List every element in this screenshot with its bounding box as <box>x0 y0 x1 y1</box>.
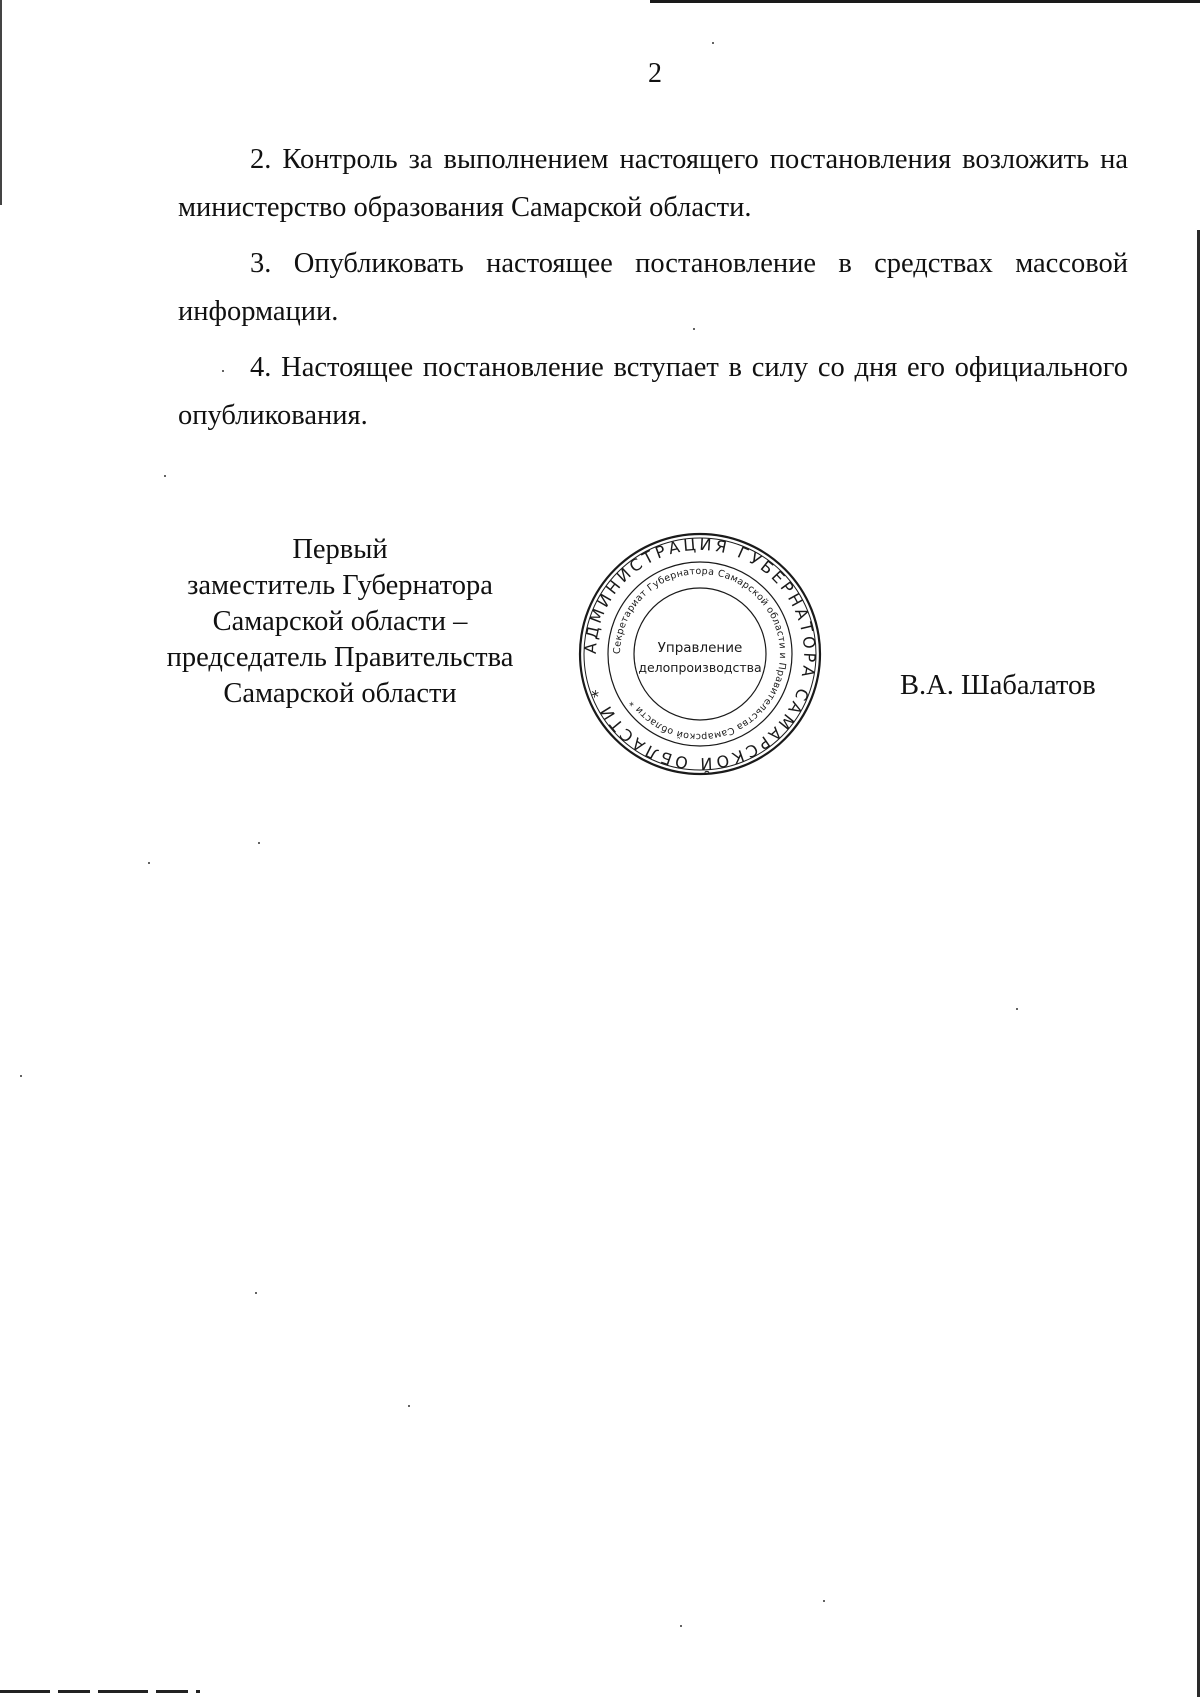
scan-speck <box>255 1292 257 1294</box>
scan-border-top <box>650 0 1200 3</box>
official-seal-stamp <box>578 532 822 776</box>
scan-border-left <box>0 0 2 205</box>
scan-speck <box>164 475 166 477</box>
paragraph-4: 4. Настоящее постановление вступает в силу со дня его официального опубликования. <box>178 352 1128 431</box>
scan-speck <box>693 328 695 330</box>
scan-speck <box>20 1075 22 1077</box>
page-number: 2 <box>648 58 662 89</box>
seal-center-line1: Управление <box>657 640 743 656</box>
document-body <box>178 136 1128 448</box>
scan-speck <box>222 370 224 372</box>
signer-title-line: Самарской области – <box>212 606 468 637</box>
scan-speck <box>680 1625 682 1627</box>
scan-speck <box>823 1600 825 1602</box>
scan-speck <box>1016 1008 1018 1010</box>
scan-speck <box>408 1405 410 1407</box>
seal-center-line2: делопроизводства <box>638 660 762 675</box>
signer-title-line: заместитель Губернатора <box>187 570 493 601</box>
signer-title-line: председатель Правительства <box>166 642 514 673</box>
paragraph-2: 2. Контроль за выполнением настоящего постановления возложить на министерство образования Самарской области. <box>178 144 1128 223</box>
signer-title-line: Первый <box>292 534 388 565</box>
paragraph-3: 3. Опубликовать настоящее постановление в средствах массовой информации. <box>178 248 1128 327</box>
seal-outer-text: АДМИНИСТРАЦИЯ ГУБЕРНАТОРА САМАРСКОЙ ОБЛАСТИ * <box>580 534 820 774</box>
seal-inner-text: Секретариат Губернатора Самарской области и Правительства Самарской области * <box>611 565 789 743</box>
scan-speck <box>148 862 150 864</box>
signer-title-line: Самарской области <box>223 678 457 709</box>
scan-speck <box>712 42 714 44</box>
scan-border-bottom <box>0 1690 200 1693</box>
signer-title <box>140 532 540 712</box>
signer-name: В.А. Шабалатов <box>900 670 1096 701</box>
scan-speck <box>258 842 260 844</box>
